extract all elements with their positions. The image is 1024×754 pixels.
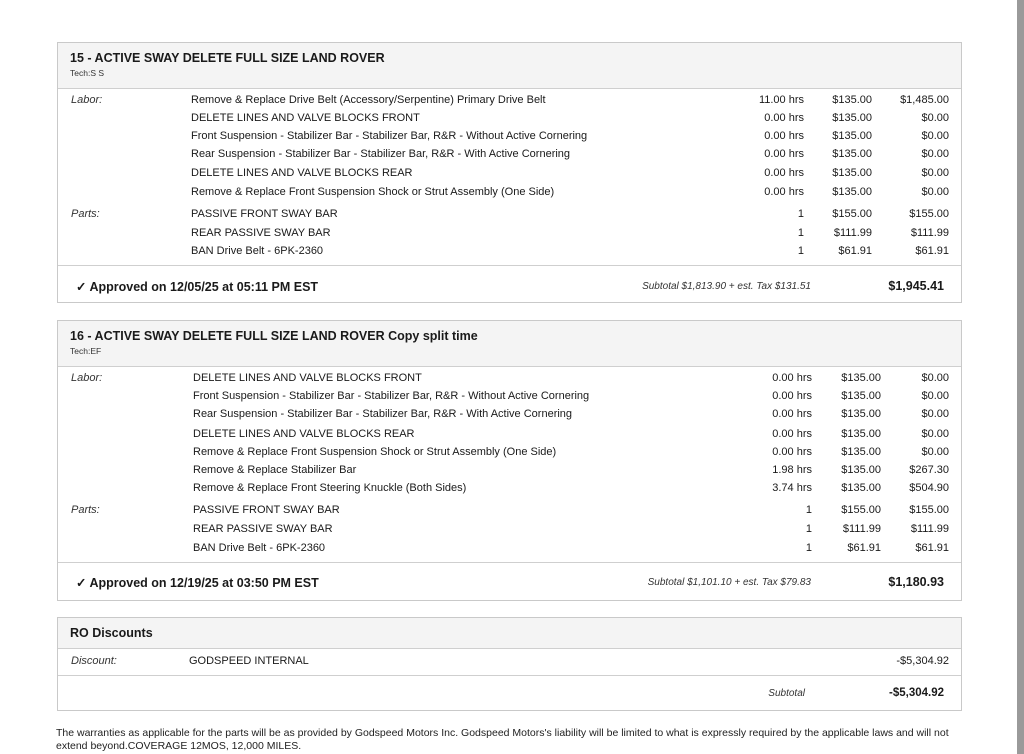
line-amount: $0.00 — [921, 446, 949, 458]
line-desc: Remove & Replace Stabilizer Bar — [193, 464, 357, 476]
labor-row — [58, 130, 961, 148]
line-desc: REAR PASSIVE SWAY BAR — [191, 227, 331, 239]
line-amount: $0.00 — [921, 372, 949, 384]
discount-desc: GODSPEED INTERNAL — [189, 655, 309, 667]
approval-status: ✓ Approved on 12/19/25 at 03:50 PM EST — [76, 576, 319, 590]
line-desc: Remove & Replace Front Suspension Shock or Strut Assembly (One Side) — [191, 186, 555, 198]
line-amount: $61.91 — [915, 245, 949, 257]
parts-label: Parts: — [71, 504, 100, 516]
line-rate: $155.00 — [832, 208, 872, 220]
line-qty: 0.00 hrs — [764, 148, 804, 160]
line-qty: 1 — [805, 504, 812, 516]
part-row — [58, 208, 961, 226]
job-subtotal: Subtotal $1,813.90 + est. Tax $131.51 — [642, 281, 811, 292]
line-rate: $111.99 — [833, 227, 872, 239]
line-desc: Front Suspension - Stabilizer Bar - Stabilizer Bar, R&R - Without Active Cornering — [193, 390, 590, 402]
discounts-subtotal-amount: -$5,304.92 — [889, 687, 944, 699]
line-desc: Remove & Replace Front Steering Knuckle (Both Sides) — [193, 482, 467, 494]
line-rate: $135.00 — [841, 428, 881, 440]
line-desc: DELETE LINES AND VALVE BLOCKS REAR — [193, 428, 415, 440]
line-desc: DELETE LINES AND VALVE BLOCKS FRONT — [193, 372, 422, 384]
line-qty: 1 — [797, 208, 804, 220]
job-title: 15 - ACTIVE SWAY DELETE FULL SIZE LAND ROVER — [70, 51, 385, 65]
page-edge — [1017, 0, 1024, 754]
job-header — [58, 43, 961, 89]
labor-row — [58, 167, 961, 185]
line-amount: $0.00 — [921, 130, 949, 142]
labor-row — [58, 94, 961, 112]
job-header — [58, 321, 961, 367]
line-amount: $0.00 — [921, 408, 949, 420]
line-amount: $0.00 — [921, 186, 949, 198]
labor-row — [58, 186, 961, 204]
line-qty: 0.00 hrs — [764, 167, 804, 179]
line-desc: Rear Suspension - Stabilizer Bar - Stabilizer Bar, R&R - With Active Cornering — [191, 148, 571, 160]
line-desc: DELETE LINES AND VALVE BLOCKS REAR — [191, 167, 413, 179]
labor-label: Labor: — [71, 94, 103, 106]
discounts-subtotal-label: Subtotal — [768, 688, 805, 699]
job-footer — [58, 562, 961, 601]
line-qty: 11.00 hrs — [758, 94, 804, 106]
line-rate: $135.00 — [841, 372, 881, 384]
job-card-16 — [57, 320, 962, 601]
line-rate: $135.00 — [832, 167, 872, 179]
part-row — [58, 523, 961, 541]
line-desc: Rear Suspension - Stabilizer Bar - Stabilizer Bar, R&R - With Active Cornering — [193, 408, 573, 420]
line-amount: $0.00 — [921, 428, 949, 440]
part-row — [58, 227, 961, 245]
discount-amount: -$5,304.92 — [896, 655, 949, 667]
line-qty: 0.00 hrs — [764, 112, 804, 124]
discounts-footer — [58, 675, 961, 711]
line-rate: $111.99 — [842, 523, 881, 535]
line-rate: $155.00 — [841, 504, 881, 516]
warranty-text: The warranties as applicable for the parts will be as provided by Godspeed Motors Inc. Godspeed Motors's liability will be limited to what is expressly required by the applicable laws and will not extend beyond.COVERAGE 12MOS, 12,000 MILES. — [56, 727, 949, 752]
line-qty: 0.00 hrs — [772, 372, 812, 384]
line-desc: Remove & Replace Front Suspension Shock or Strut Assembly (One Side) — [193, 446, 557, 458]
line-qty: 3.74 hrs — [772, 482, 812, 494]
line-qty: 0.00 hrs — [764, 130, 804, 142]
line-rate: $135.00 — [841, 408, 881, 420]
line-rate: $135.00 — [841, 390, 881, 402]
parts-label: Parts: — [71, 208, 100, 220]
line-amount: $111.99 — [910, 227, 949, 239]
line-amount: $0.00 — [921, 390, 949, 402]
line-qty: 0.00 hrs — [772, 446, 812, 458]
line-amount: $111.99 — [910, 523, 949, 535]
job-total: $1,945.41 — [888, 279, 944, 293]
job-card-15 — [57, 42, 962, 303]
labor-row — [58, 482, 961, 500]
discounts-title: RO Discounts — [70, 626, 153, 640]
discount-row — [58, 655, 961, 673]
part-row — [58, 542, 961, 560]
part-row — [58, 504, 961, 522]
line-desc: Front Suspension - Stabilizer Bar - Stabilizer Bar, R&R - Without Active Cornering — [191, 130, 588, 142]
labor-row — [58, 112, 961, 130]
line-rate: $61.91 — [847, 542, 881, 554]
line-qty: 0.00 hrs — [764, 186, 804, 198]
job-tech: Tech:EF — [70, 346, 102, 356]
discounts-header — [58, 618, 961, 649]
labor-label: Labor: — [71, 372, 103, 384]
line-rate: $135.00 — [832, 112, 872, 124]
labor-row — [58, 428, 961, 446]
labor-row — [58, 464, 961, 482]
labor-row — [58, 390, 961, 408]
job-tech: Tech:S S — [70, 68, 105, 78]
labor-row — [58, 372, 961, 390]
discount-label: Discount: — [71, 655, 117, 667]
line-rate: $61.91 — [838, 245, 872, 257]
labor-row — [58, 408, 961, 426]
line-qty: 1 — [805, 542, 812, 554]
line-desc: PASSIVE FRONT SWAY BAR — [193, 504, 340, 516]
job-footer — [58, 265, 961, 303]
line-desc: DELETE LINES AND VALVE BLOCKS FRONT — [191, 112, 420, 124]
labor-row — [58, 148, 961, 166]
job-total: $1,180.93 — [888, 575, 944, 589]
line-rate: $135.00 — [832, 130, 872, 142]
line-qty: 0.00 hrs — [772, 408, 812, 420]
line-qty: 1 — [797, 227, 804, 239]
line-amount: $267.30 — [909, 464, 949, 476]
line-qty: 0.00 hrs — [772, 428, 812, 440]
line-amount: $61.91 — [915, 542, 949, 554]
line-amount: $0.00 — [921, 167, 949, 179]
line-qty: 0.00 hrs — [772, 390, 812, 402]
line-rate: $135.00 — [841, 464, 881, 476]
line-rate: $135.00 — [832, 148, 872, 160]
line-desc: PASSIVE FRONT SWAY BAR — [191, 208, 338, 220]
line-qty: 1 — [797, 245, 804, 257]
line-rate: $135.00 — [832, 94, 872, 106]
line-amount: $504.90 — [909, 482, 949, 494]
labor-row — [58, 446, 961, 464]
line-amount: $0.00 — [921, 112, 949, 124]
line-qty: 1 — [805, 523, 812, 535]
line-rate: $135.00 — [841, 482, 881, 494]
approval-status: ✓ Approved on 12/05/25 at 05:11 PM EST — [76, 280, 319, 294]
job-subtotal: Subtotal $1,101.10 + est. Tax $79.83 — [647, 577, 811, 588]
line-desc: BAN Drive Belt - 6PK-2360 — [191, 245, 324, 257]
part-row — [58, 245, 961, 263]
line-amount: $0.00 — [921, 148, 949, 160]
line-rate: $135.00 — [832, 186, 872, 198]
line-amount: $155.00 — [909, 208, 949, 220]
line-rate: $135.00 — [841, 446, 881, 458]
ro-discounts-card — [57, 617, 962, 711]
job-title: 16 - ACTIVE SWAY DELETE FULL SIZE LAND ROVER Copy split time — [70, 329, 478, 343]
line-desc: Remove & Replace Drive Belt (Accessory/Serpentine) Primary Drive Belt — [191, 94, 546, 106]
line-desc: BAN Drive Belt - 6PK-2360 — [193, 542, 326, 554]
line-amount: $1,485.00 — [900, 94, 949, 106]
line-desc: REAR PASSIVE SWAY BAR — [193, 523, 333, 535]
line-qty: 1.98 hrs — [772, 464, 812, 476]
line-amount: $155.00 — [909, 504, 949, 516]
